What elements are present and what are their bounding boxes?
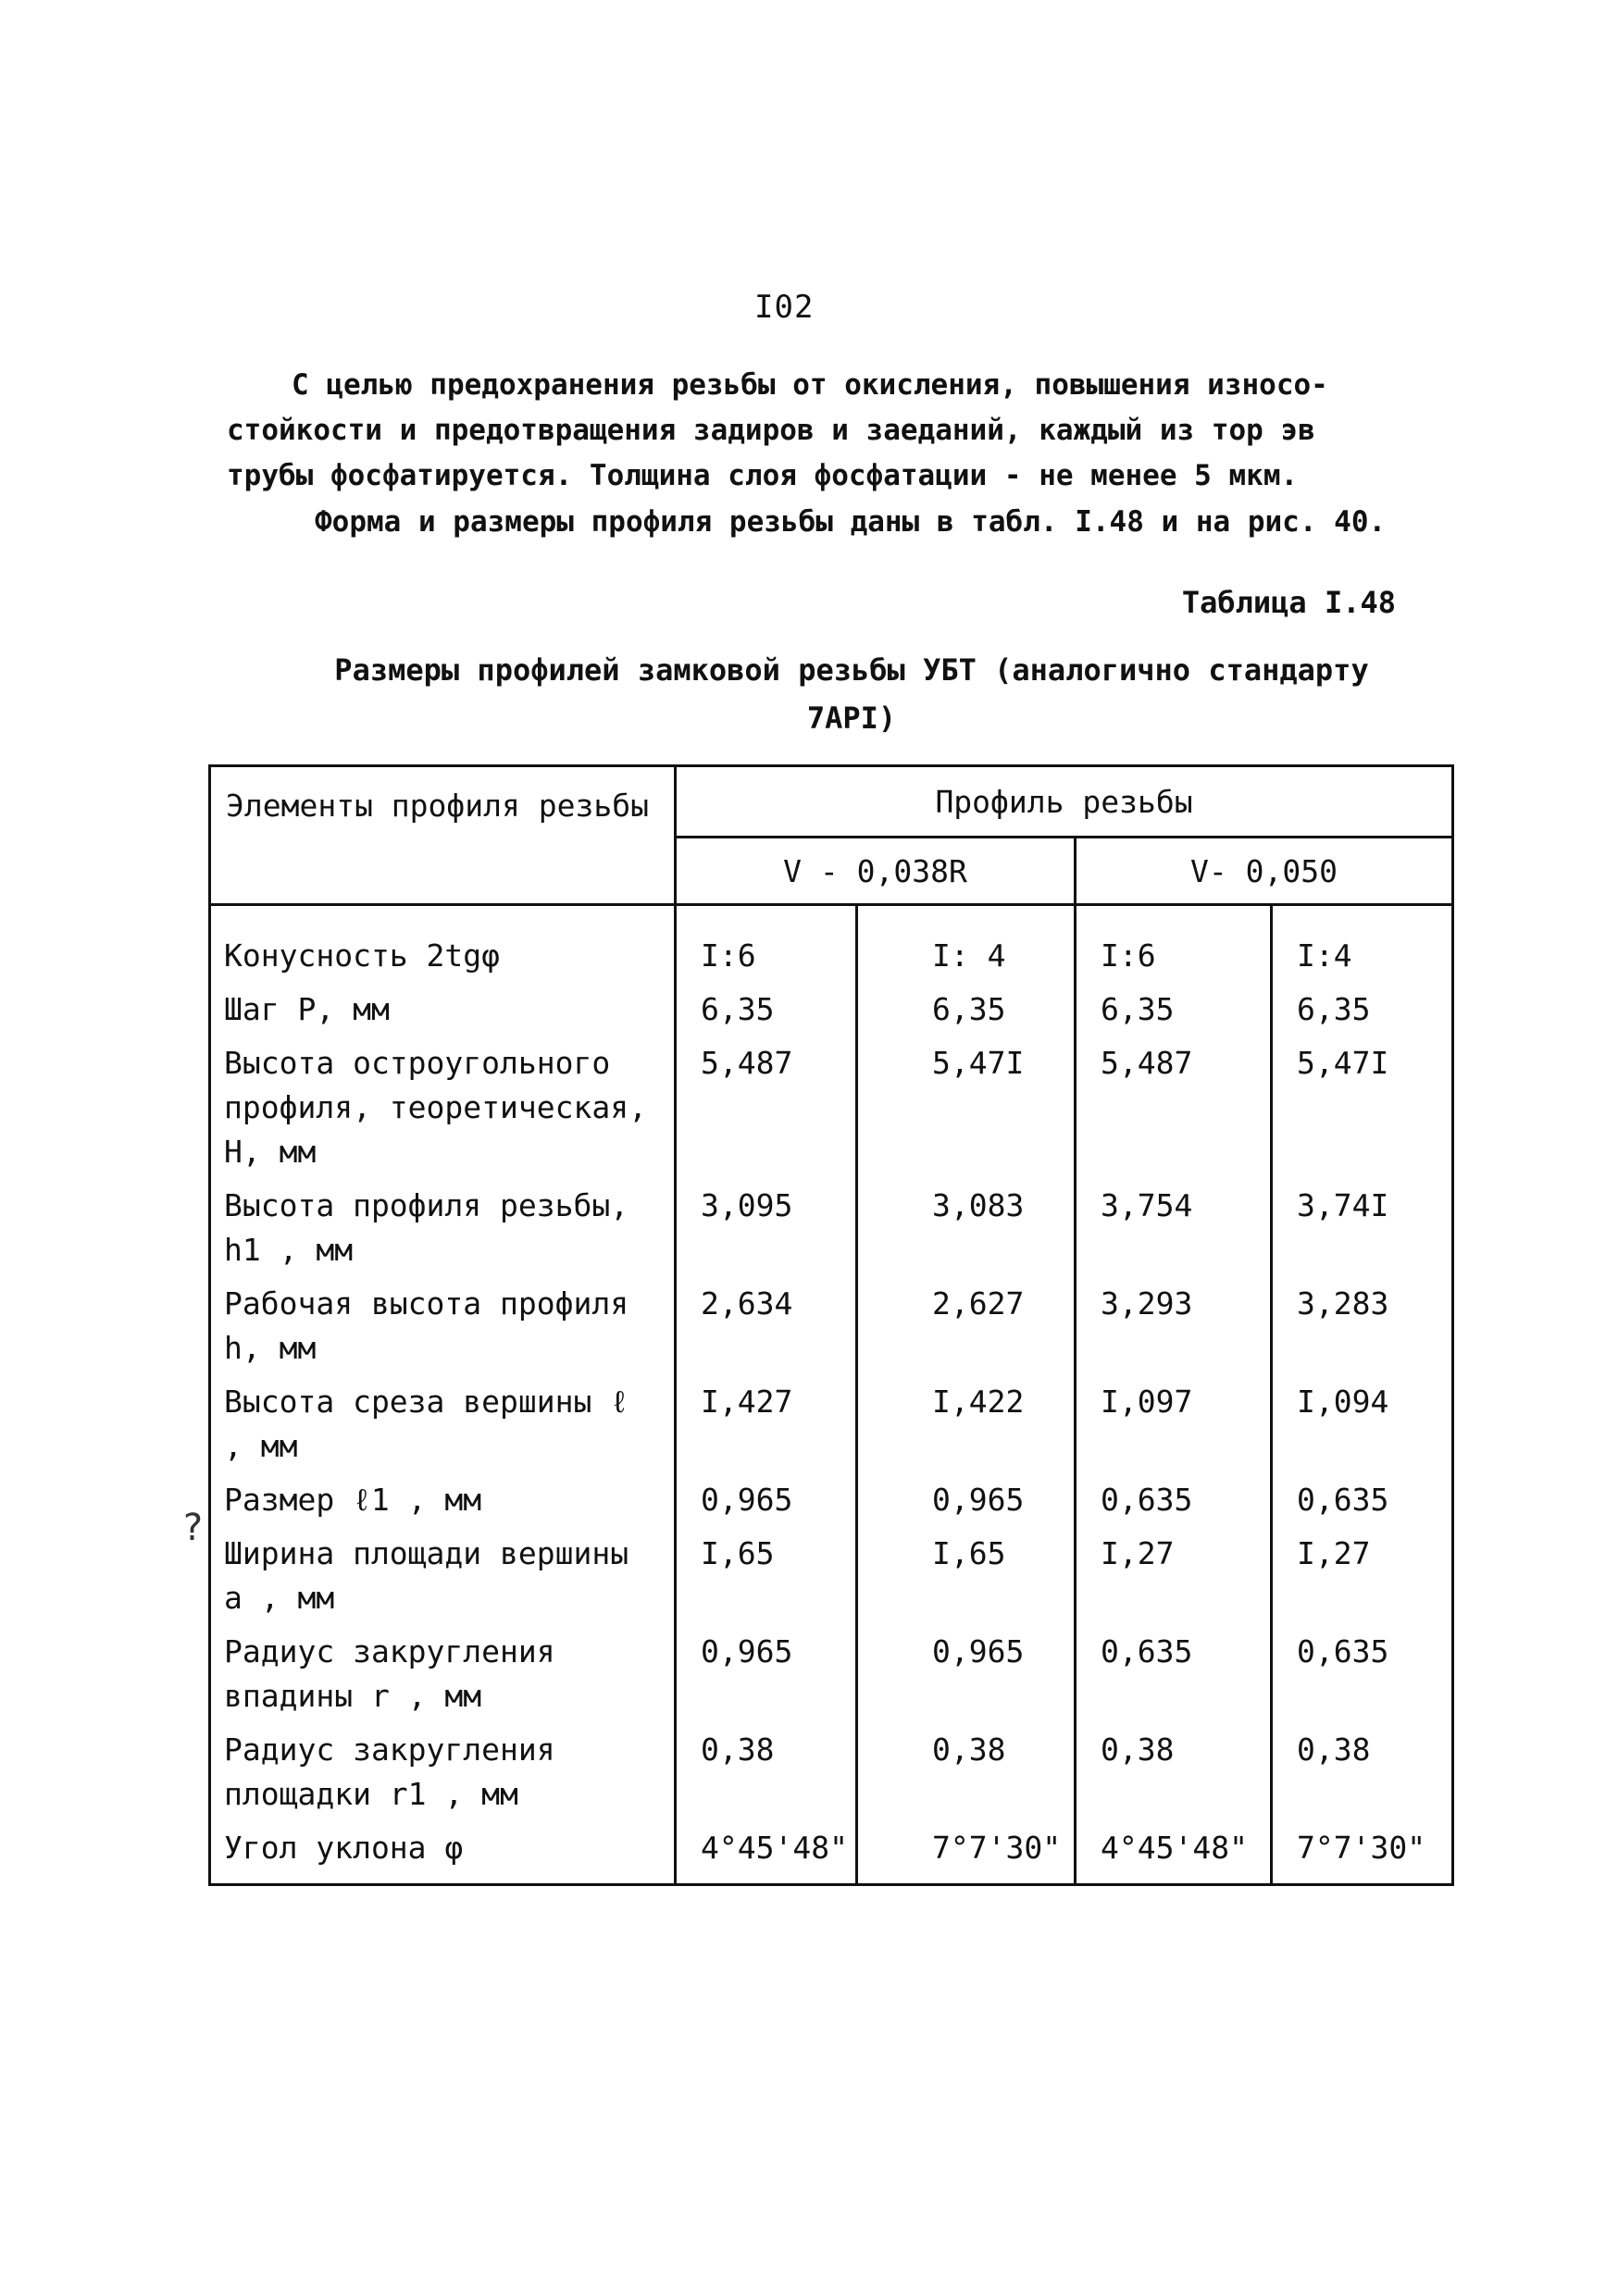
- cell-value: 0,965: [857, 1624, 1076, 1722]
- cell-value: 3,083: [857, 1178, 1076, 1276]
- table-label: Таблица I.48: [1181, 585, 1396, 620]
- cell-value: 2,634: [676, 1276, 857, 1374]
- cell-value: 6,35: [857, 982, 1076, 1036]
- table-caption: [305, 646, 1398, 742]
- cell-value: 0,635: [1272, 1624, 1453, 1722]
- row-label: Высота остроугольного профиля, теоретическая, H, мм: [210, 1036, 676, 1178]
- paragraph-1: [227, 363, 1430, 499]
- cell-value: I,427: [676, 1374, 857, 1472]
- paragraph-1-line-3: трубы фосфатируется. Толщина слоя фосфатации - не менее 5 мкм.: [227, 459, 1299, 492]
- cell-value: I,27: [1272, 1526, 1453, 1624]
- cell-value: 6,35: [1272, 982, 1453, 1036]
- cell-value: 3,095: [676, 1178, 857, 1276]
- row-label: Радиус закругления впадины r , мм: [210, 1624, 676, 1722]
- cell-value: I,094: [1272, 1374, 1453, 1472]
- cell-value: 5,47I: [1272, 1036, 1453, 1178]
- row-label: Высота среза вершины ℓ , мм: [210, 1374, 676, 1472]
- cell-value: 0,635: [1076, 1624, 1272, 1722]
- cell-value: I,27: [1076, 1526, 1272, 1624]
- row-label: Рабочая высота профиля h, мм: [210, 1276, 676, 1374]
- row-label: Шаг P, мм: [210, 982, 676, 1036]
- table-row: [210, 1276, 1453, 1374]
- header-v-0038: V - 0,038R: [676, 838, 1076, 905]
- margin-question-mark: ?: [181, 1507, 205, 1549]
- header-profile: Профиль резьбы: [676, 766, 1453, 838]
- row-label: Ширина площади вершины a , мм: [210, 1526, 676, 1624]
- cell-value: 0,965: [676, 1624, 857, 1722]
- cell-value: I:6: [676, 905, 857, 983]
- cell-value: I:6: [1076, 905, 1272, 983]
- cell-value: I: 4: [857, 905, 1076, 983]
- cell-value: 6,35: [1076, 982, 1272, 1036]
- paragraph-2: [227, 500, 1430, 545]
- cell-value: 0,38: [857, 1722, 1076, 1820]
- header-v-0050: V- 0,050: [1076, 838, 1453, 905]
- cell-value: I,097: [1076, 1374, 1272, 1472]
- paragraph-1-line-2: стойкости и предотвращения задиров и заеданий, каждый из тор эв: [227, 414, 1315, 447]
- thread-profile-table: [208, 764, 1454, 1886]
- cell-value: 2,627: [857, 1276, 1076, 1374]
- cell-value: 3,74I: [1272, 1178, 1453, 1276]
- caption-line-1: Размеры профилей замковой резьбы УБТ (аналогично стандарту: [334, 652, 1369, 688]
- header-elements: Элементы профиля резьбы: [210, 766, 676, 905]
- cell-value: 5,487: [676, 1036, 857, 1178]
- cell-value: 0,38: [676, 1722, 857, 1820]
- table-row: [210, 1820, 1453, 1885]
- table-row: [210, 1036, 1453, 1178]
- cell-value: 4°45'48": [676, 1820, 857, 1885]
- table-row: [210, 1374, 1453, 1472]
- table-row: [210, 1472, 1453, 1526]
- cell-value: 7°7'30": [1272, 1820, 1453, 1885]
- row-label: Угол уклона φ: [210, 1820, 676, 1885]
- table-row: [210, 1624, 1453, 1722]
- cell-value: 5,47I: [857, 1036, 1076, 1178]
- row-label: Высота профиля резьбы, h1 , мм: [210, 1178, 676, 1276]
- table-row: [210, 1722, 1453, 1820]
- cell-value: 0,635: [1076, 1472, 1272, 1526]
- page-number: I02: [754, 289, 815, 326]
- table-row: [210, 1178, 1453, 1276]
- table-row: [210, 1526, 1453, 1624]
- cell-value: 0,965: [857, 1472, 1076, 1526]
- cell-value: I,65: [676, 1526, 857, 1624]
- cell-value: 6,35: [676, 982, 857, 1036]
- cell-value: I,65: [857, 1526, 1076, 1624]
- cell-value: I,422: [857, 1374, 1076, 1472]
- cell-value: 0,965: [676, 1472, 857, 1526]
- cell-value: 0,635: [1272, 1472, 1453, 1526]
- paragraph-1-line-1: С целью предохранения резьбы от окисления, повышения износо-: [292, 368, 1328, 402]
- row-label: Радиус закругления площадки r1 , мм: [210, 1722, 676, 1820]
- paragraph-2-line: Форма и размеры профиля резьбы даны в табл. I.48 и на рис. 40.: [315, 505, 1387, 539]
- cell-value: 4°45'48": [1076, 1820, 1272, 1885]
- cell-value: 0,38: [1272, 1722, 1453, 1820]
- cell-value: 3,283: [1272, 1276, 1453, 1374]
- table-row: [210, 982, 1453, 1036]
- table-row: [210, 905, 1453, 983]
- cell-value: I:4: [1272, 905, 1453, 983]
- cell-value: 7°7'30": [857, 1820, 1076, 1885]
- row-label: Размер ℓ1 , мм: [210, 1472, 676, 1526]
- cell-value: 3,293: [1076, 1276, 1272, 1374]
- row-label: Конусность 2tgφ: [210, 905, 676, 983]
- cell-value: 3,754: [1076, 1178, 1272, 1276]
- cell-value: 0,38: [1076, 1722, 1272, 1820]
- cell-value: 5,487: [1076, 1036, 1272, 1178]
- caption-line-2: 7API): [806, 701, 897, 736]
